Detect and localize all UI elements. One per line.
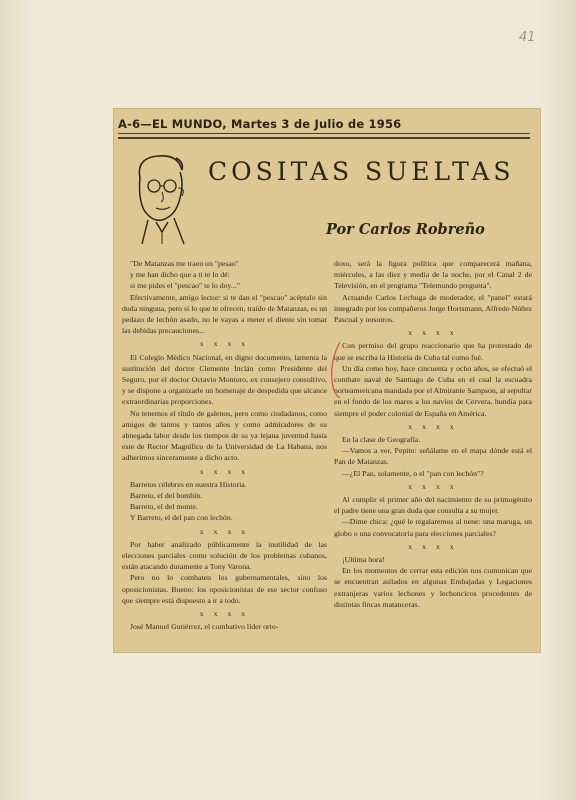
section-separator: x x x x	[408, 328, 458, 338]
red-pencil-mark	[328, 340, 342, 400]
headline: COSITAS SUELTAS	[208, 157, 515, 186]
author-caricature	[118, 148, 198, 246]
article-paragraph: Actuando Carlos Lechuga de moderador, el "panel" estará integrado por los compañeros Jorge Hortsmann, Alfredo Núñez Pascual y nosotros.	[334, 292, 532, 325]
article-paragraph: Al cumplir el primer año del nacimiento de su primogénito el padre tiene una gran duda que consulta a su mujer.	[334, 495, 532, 516]
section-separator: x x x x	[199, 609, 250, 619]
article-paragraph: ¡Ultima hora!	[342, 555, 385, 565]
verse-line: si me pides el "pescao" te lo doy..."	[130, 281, 240, 291]
section-separator: x x x x	[199, 339, 250, 349]
article-paragraph: En la clase de Geografía.	[342, 435, 421, 445]
article-paragraph: José Manuel Gutiérrez, el combativo líder orto-	[130, 622, 279, 632]
section-separator: x x x x	[408, 481, 458, 491]
verse-line: Y Barreto, el del pan con lechón.	[130, 513, 233, 523]
article-paragraph: —Dime chica: ¿qué le regalaremos al nene: una maruga, un globo o una convocatoria para elecciones parciales?	[334, 517, 532, 538]
article-column-right	[334, 258, 532, 610]
verse-line: y me han dicho que a ti te lo dé:	[130, 270, 230, 280]
section-separator: x x x x	[408, 541, 458, 551]
section-separator: x x x x	[199, 526, 250, 536]
dateline: A-6—EL MUNDO, Martes 3 de Julio de 1956	[118, 117, 402, 131]
article-paragraph: Un día como hoy, hace cincuenta y ocho años, se efectuó el combate naval de Santiago de Cuba en el cual la escuadra norteamericana mandada por el Almirante Sampson, al sepultar en el fondo de los mares a los navíos de Cervera, hundía para siempre el poder colonial de España en América.	[334, 363, 532, 418]
article-paragraph: En los momentos de cerrar esta edición nos comunican que se encuentran asilados en algunas Embajadas y Legaciones extranjeras varios lechones y lechoncicos procedentes de distintas fincas matanceras.	[334, 566, 532, 609]
verse-line: Barreto, el del monte.	[130, 502, 198, 512]
verse-line: "De Matanzas me traen un "pesao"	[130, 259, 239, 268]
article-paragraph: —Vamos a ver, Pepito: señálame en el mapa dónde está el Pan de Matanzas.	[334, 446, 532, 467]
section-separator: x x x x	[408, 421, 458, 431]
verse-line: Barretos célebres en nuestra Historia.	[130, 479, 247, 489]
verse-line: Barreto, el del bombín.	[130, 491, 203, 501]
article-paragraph: doxo, será la figura política que comparecerá mañana, miércoles, a las diez y media de la noche, por el Canal 2 de Televisión, en el programa "Telemundo pregunta".	[334, 259, 532, 291]
article-paragraph: No tenemos el título de galenos, pero como ciudadanos, como amigos de tantos y tantos años y como admiradores de su abnegada labor desde los tiempos de su ya lejana juventud hasta este de Rector Magnífico de la Universidad de La Habana, nos adherimos sinceramente a dicho acto.	[122, 408, 327, 463]
page-number: 41	[519, 30, 536, 45]
header-rule-thick	[118, 137, 530, 139]
section-separator: x x x x	[199, 466, 250, 476]
article-paragraph: —¿El Pan, solamente, o el "pan con lechón"?	[342, 468, 484, 478]
article-paragraph: Pero no lo combaten los gubernamentales, sino los oposicionistas. Bueno: los oposicionistas de ese sector confuso que siempre está dispuesto a ir a todo.	[122, 573, 327, 605]
article-paragraph: Con permiso del grupo reaccionario que ha protestado de que se escriba la Historia de Cuba tal como fué.	[334, 341, 532, 362]
article-column-left	[122, 258, 327, 633]
article-paragraph: Por haber analizado públicamente la inutilidad de las elecciones parciales como solución de los problemas cubanos, están atacando duramente a Tony Varona.	[122, 539, 327, 572]
header-rule	[118, 133, 530, 134]
article-paragraph: Efectivamente, amigo lector: si te dan el "pescao" acéptalo sin duda ninguna, pero si lo que te ofrecen, traído de Matanzas, es un pedazo de lechón asado, no le vayas a meter el diente sin tomar las debidas precauciones...	[122, 292, 327, 336]
article-paragraph: El Colegio Médico Nacional, en digno documento, lamenta la sustitución del doctor Clemente Inclán como Presidente del Seguro, por el doctor Octavio Montoro, ex consejero consultivo, y se dispone a organizarle un homenaje de despedida que alcance extraordinarias proporciones.	[122, 352, 327, 407]
byline: Por Carlos Robreño	[326, 221, 485, 238]
